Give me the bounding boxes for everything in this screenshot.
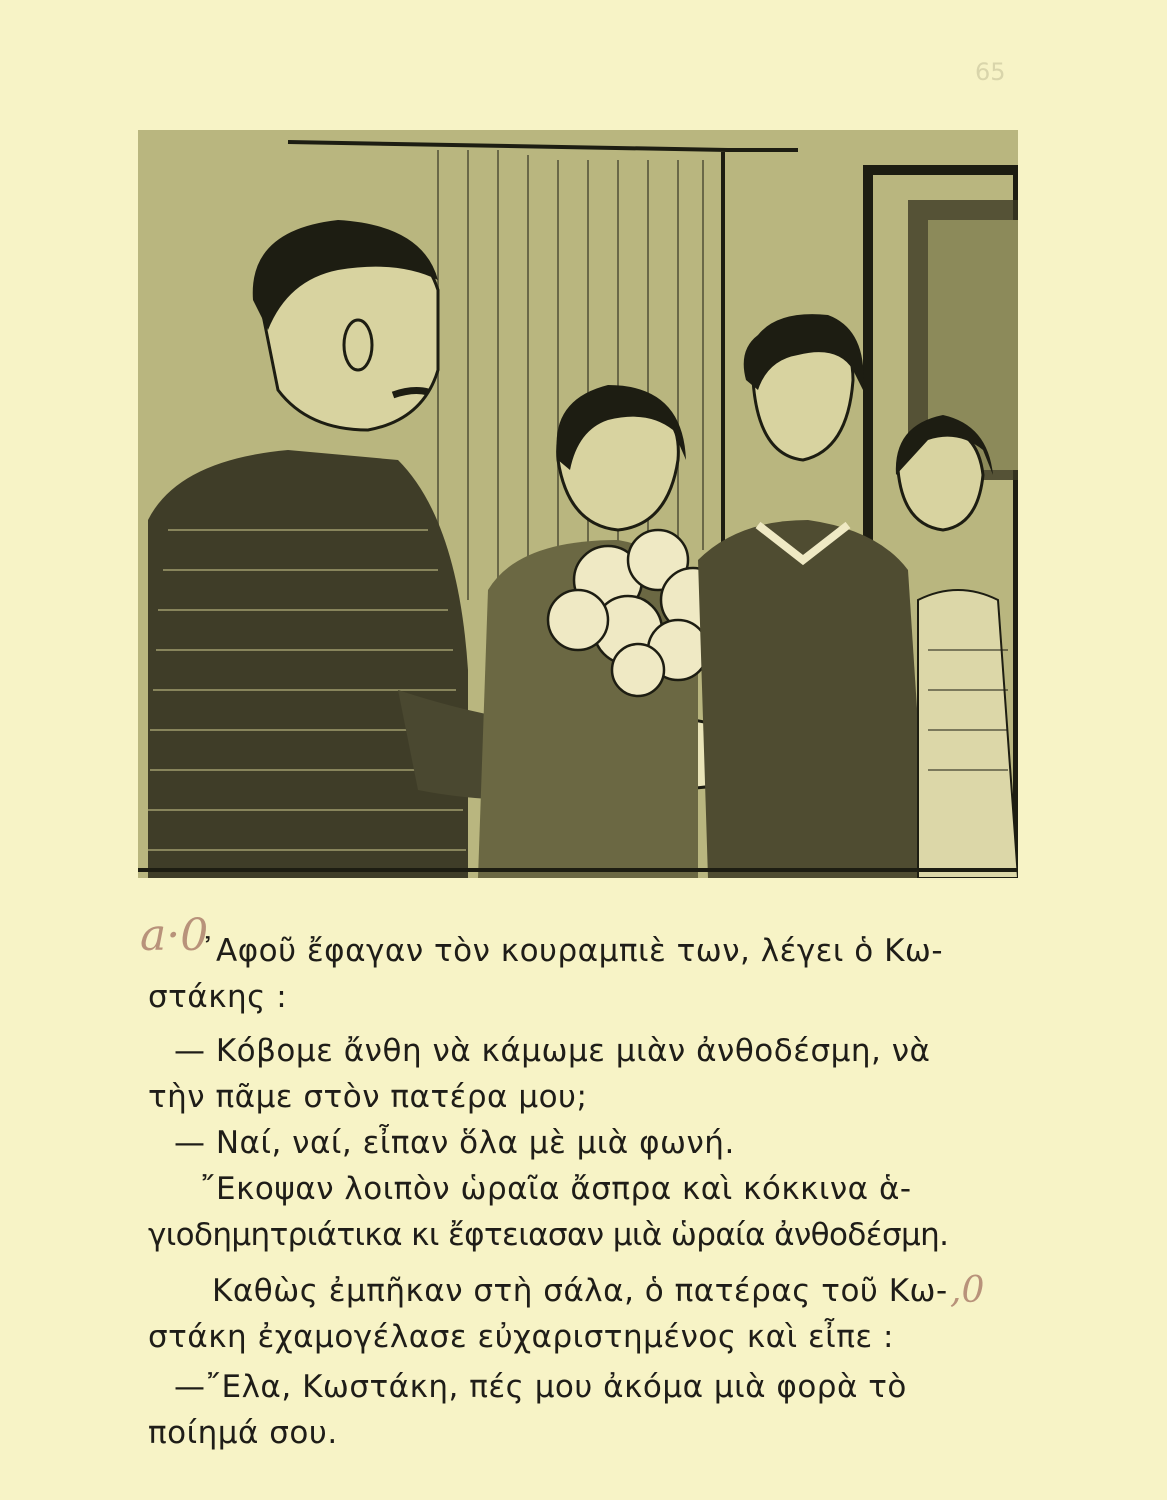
text-line: — Ναί, ναί, εἶπαν ὅλα μὲ μιὰ φωνή. [174, 1125, 735, 1161]
text-line: ᾿Αφοῦ ἔφαγαν τὸν κουραμπιὲ των, λέγει ὁ Κω- [200, 933, 944, 969]
text-line: στάκης : [148, 979, 288, 1015]
text-line: στάκη ἐχαμογέλασε εὐχαριστημένος καὶ εἶπε : [148, 1319, 894, 1355]
text-line: Καθὼς ἐμπῆκαν στὴ σάλα, ὁ πατέρας τοῦ Κω- [212, 1273, 948, 1309]
text-line: ποίημά σου. [148, 1415, 338, 1451]
story-illustration [138, 130, 1018, 878]
text-line: —῎Ελα, Κωστάκη, πές μου ἀκόμα μιὰ φορὰ τὸ [174, 1369, 907, 1405]
text-line: τὴν πᾶμε στὸν πατέρα μου; [148, 1079, 588, 1115]
page-number: 65 [975, 58, 1006, 86]
man-receiving-flowers-icon [138, 130, 1018, 878]
text-line: γιοδημητριάτικα κι ἔφτειασαν μιὰ ὡραία ἀνθοδέσμη. [148, 1217, 949, 1253]
text-line: ῎Εκοψαν λοιπὸν ὡραῖα ἄσπρα καὶ κόκκινα ἁ- [200, 1171, 912, 1207]
pencil-annotation-right: ,0 [950, 1270, 985, 1311]
text-line: — Κόβομε ἄνθη νὰ κάμωμε μιὰν ἀνθοδέσμη, νὰ [174, 1033, 931, 1069]
pencil-annotation-left: a·0 [140, 910, 209, 961]
